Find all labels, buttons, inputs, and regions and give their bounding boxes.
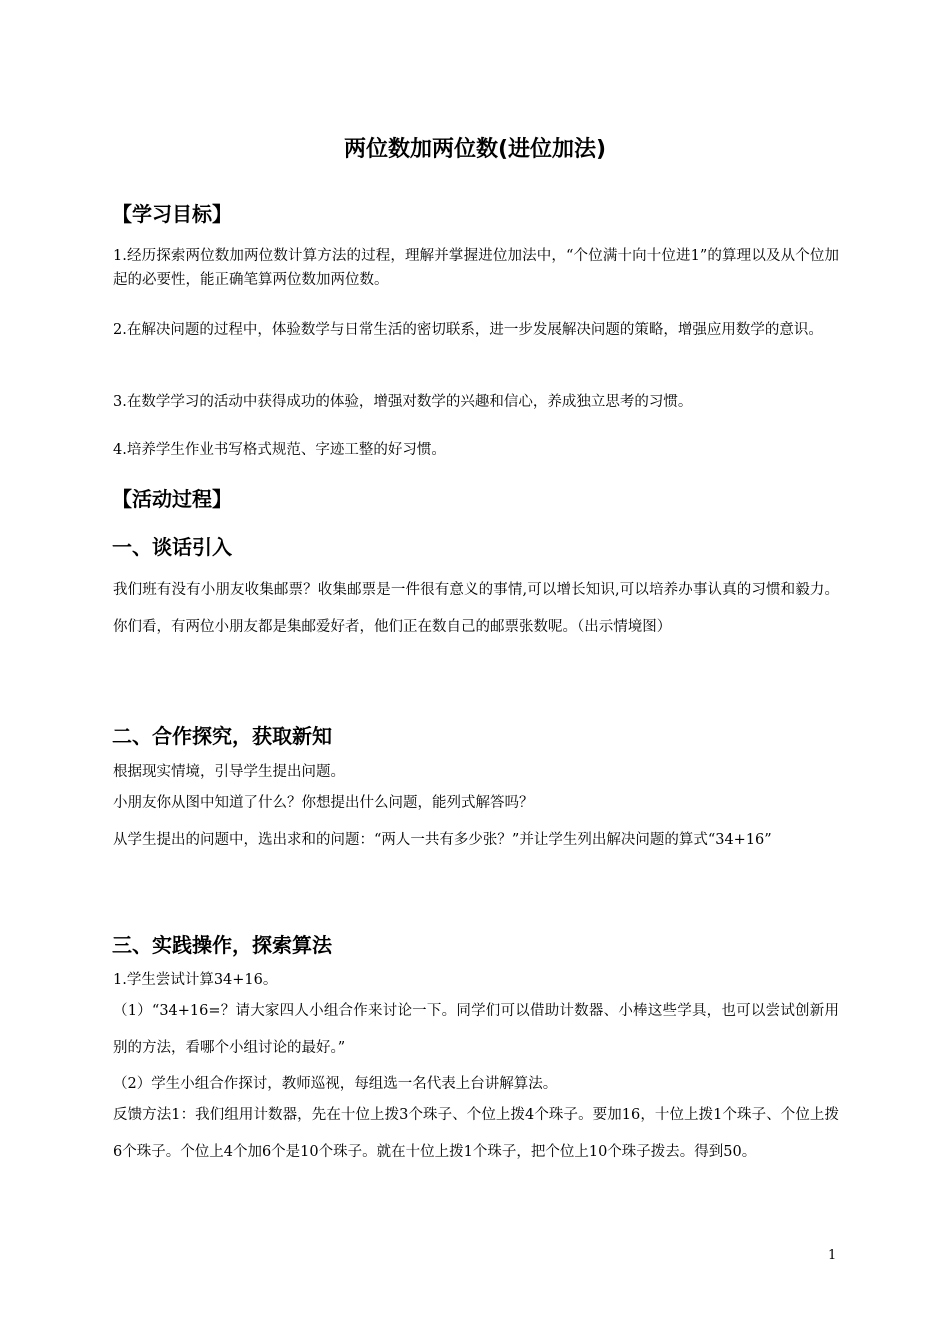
section-2-paragraph-3: 从学生提出的问题中，选出求和的问题：“两人一共有多少张？”并让学生列出解决问题的算式“34+16” [113,832,772,848]
section-2-paragraph-1: 根据现实情境，引导学生提出问题。 [113,764,345,780]
section-3-paragraph-3: （2）学生小组合作探讨，教师巡视，每组选一名代表上台讲解算法。 [113,1076,558,1092]
section-3-paragraph-1: 1.学生尝试计算34+16。 [113,972,278,988]
objective-item-3: 3.在数学学习的活动中获得成功的体验，增强对数学的兴趣和信心，养成独立思考的习惯。 [113,394,693,410]
objective-item-1: 1.经历探索两位数加两位数计算方法的过程，理解并掌握进位加法中，“个位满十向十位进1”的算理以及从个位加起的必要性，能正确笔算两位数加两位数。 [113,248,839,288]
section-1-heading: 一、谈话引入 [112,535,232,559]
objective-item-2: 2.在解决问题的过程中，体验数学与日常生活的密切联系，进一步发展解决问题的策略，增强应用数学的意识。 [113,322,823,338]
section-1-paragraph: 我们班有没有小朋友收集邮票？收集邮票是一件很有意义的事情,可以增长知识,可以培养办事认真的习惯和毅力。你们看，有两位小朋友都是集邮爱好者，他们正在数自己的邮票张数呢。（出示情境图） [113,582,839,635]
section-3-paragraph-4: 反馈方法1：我们组用计数器，先在十位上拨3个珠子、个位上拨4个珠子。要加16，十位上拨1个珠子、个位上拨6个珠子。个位上4个加6个是10个珠子。就在十位上拨1个珠子，把个位上10个珠子拨去。得到50。 [113,1107,839,1160]
objective-item-4: 4.培养学生作业书写格式规范、字迹工整的好习惯。 [113,442,446,458]
section-2-paragraph-2: 小朋友你从图中知道了什么？你想提出什么问题，能列式解答吗？ [113,795,534,811]
section-3-heading: 三、实践操作，探索算法 [112,933,332,957]
page-number: 1 [828,1248,837,1263]
document-title: 两位数加两位数(进位加法) [343,137,607,162]
process-heading: 【活动过程】 [112,487,232,511]
section-2-heading: 二、合作探究，获取新知 [112,724,332,748]
section-3-paragraph-2: （1）“34+16=？请大家四人小组合作来讨论一下。同学们可以借助计数器、小棒这些学具，也可以尝试创新用别的方法，看哪个小组讨论的最好。” [113,1003,839,1056]
objectives-heading: 【学习目标】 [112,202,232,226]
